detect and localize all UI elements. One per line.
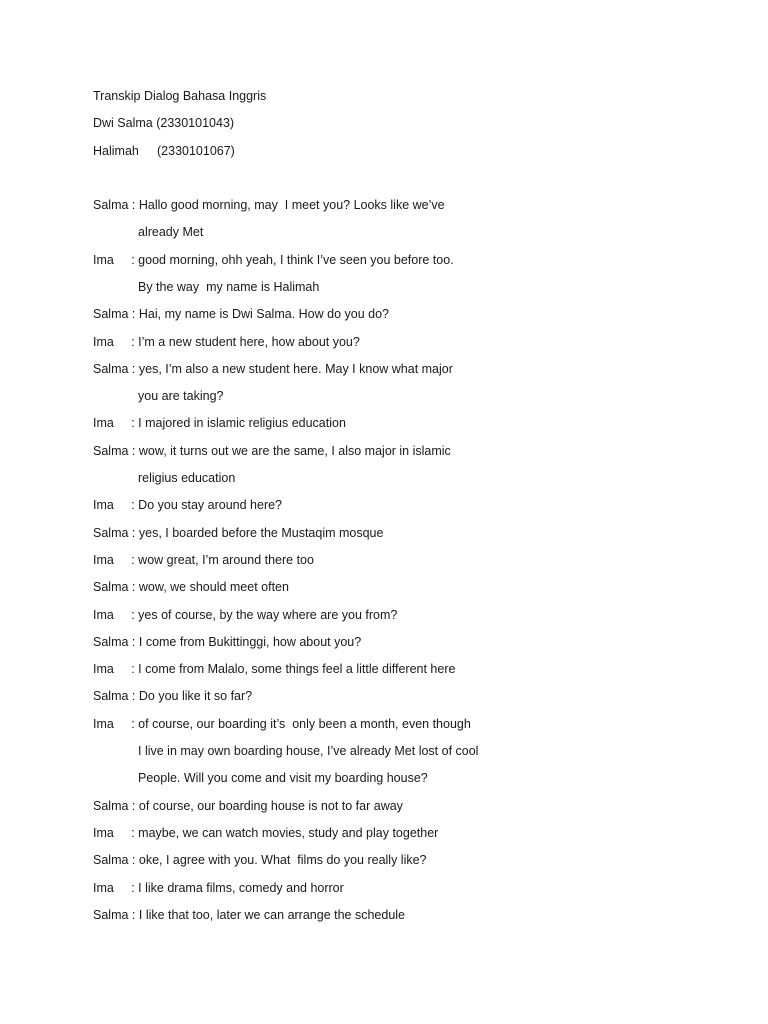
author-1: Dwi Salma (2330101043) xyxy=(93,116,235,130)
speaker-label: Ima : xyxy=(93,662,135,677)
speaker-label: Salma : xyxy=(93,361,136,376)
speaker-label: Salma : xyxy=(93,580,136,595)
dialog-line xyxy=(93,579,289,595)
document-title: Transkip Dialog Bahasa Inggris xyxy=(93,89,267,103)
dialog-text: of course, our boarding it’s only been a month, even though xyxy=(138,716,471,731)
dialog-line xyxy=(93,880,344,896)
dialog-text: Hallo good morning, may I meet you? Looks like we’ve xyxy=(138,198,445,212)
dialog-line xyxy=(93,798,403,814)
dialog-text: yes, I boarded before the Mustaqim mosque xyxy=(138,525,384,540)
dialog-text: Do you like it so far? xyxy=(138,689,253,704)
speaker-label: Salma : xyxy=(93,198,136,212)
dialog-continuation: By the way my name is Halimah xyxy=(138,279,320,294)
dialog-line xyxy=(93,525,383,541)
speaker-label: Ima : xyxy=(93,825,135,840)
dialog-continuation: already Met xyxy=(138,225,204,240)
speaker-label: Salma : xyxy=(93,634,136,649)
dialog-text: Hai, my name is Dwi Salma. How do you do? xyxy=(138,307,389,322)
dialog-line xyxy=(93,306,389,322)
speaker-label: Salma : xyxy=(93,853,136,868)
dialog-text: oke, I agree with you. What films do you really like? xyxy=(138,853,427,868)
dialog-text: I come from Bukittinggi, how about you? xyxy=(138,634,362,649)
dialog-continuation: you are taking? xyxy=(138,389,224,404)
dialog-line xyxy=(93,825,438,841)
author-2 xyxy=(93,143,235,159)
dialog-line xyxy=(93,252,454,268)
dialog-continuation: religius education xyxy=(138,471,236,485)
speaker-label: Ima : xyxy=(93,498,135,513)
dialog-line xyxy=(93,688,252,704)
speaker-label: Ima : xyxy=(93,552,135,567)
dialog-line xyxy=(93,415,346,431)
dialog-text: wow, it turns out we are the same, I also major in islamic xyxy=(138,443,451,458)
dialog-text: yes, I’m also a new student here. May I know what major xyxy=(138,361,453,376)
dialog-text: wow great, I’m around there too xyxy=(138,552,314,567)
dialog-line xyxy=(93,661,455,677)
dialog-line xyxy=(93,552,314,568)
speaker-label: Salma : xyxy=(93,443,136,458)
speaker-label: Salma : xyxy=(93,907,136,922)
dialog-text: yes of course, by the way where are you from? xyxy=(138,607,398,622)
dialog-line xyxy=(93,852,427,868)
speaker-label: Ima : xyxy=(93,334,135,349)
dialog-text: I’m a new student here, how about you? xyxy=(138,334,360,349)
speaker-label: Ima : xyxy=(93,716,135,731)
speaker-label: Salma : xyxy=(93,689,136,704)
speaker-label: Salma : xyxy=(93,525,136,540)
dialog-line xyxy=(93,607,397,623)
dialog-line xyxy=(93,907,405,923)
speaker-label: Ima : xyxy=(93,416,135,431)
dialog-text: I come from Malalo, some things feel a little different here xyxy=(138,662,456,677)
dialog-line xyxy=(93,197,445,213)
dialog-line xyxy=(93,716,471,732)
dialog-text: wow, we should meet often xyxy=(138,580,289,595)
speaker-label: Ima : xyxy=(93,252,135,267)
dialog-text: Do you stay around here? xyxy=(138,498,283,513)
speaker-label: Ima : xyxy=(93,880,135,895)
dialog-text: I like drama films, comedy and horror xyxy=(138,880,344,895)
dialog-line xyxy=(93,361,453,377)
dialog-line xyxy=(93,497,282,513)
speaker-label: Ima : xyxy=(93,607,135,622)
speaker-label: Salma : xyxy=(93,798,136,813)
dialog-text: I like that too, later we can arrange the schedule xyxy=(138,907,406,922)
dialog-line xyxy=(93,334,360,350)
dialog-continuation: I live in may own boarding house, I’ve already Met lost of cool xyxy=(138,744,479,758)
dialog-text: maybe, we can watch movies, study and play together xyxy=(138,825,439,840)
dialog-continuation: People. Will you come and visit my boarding house? xyxy=(138,771,428,786)
author-2-name: Halimah xyxy=(93,144,139,158)
dialog-text: of course, our boarding house is not to far away xyxy=(138,798,403,813)
dialog-text: I majored in islamic religius education xyxy=(138,416,346,431)
dialog-text: good morning, ohh yeah, I think I’ve seen you before too. xyxy=(138,252,454,267)
speaker-label: Salma : xyxy=(93,307,136,322)
dialog-line xyxy=(93,634,361,650)
author-2-id: (2330101067) xyxy=(157,144,235,158)
dialog-line xyxy=(93,443,451,459)
